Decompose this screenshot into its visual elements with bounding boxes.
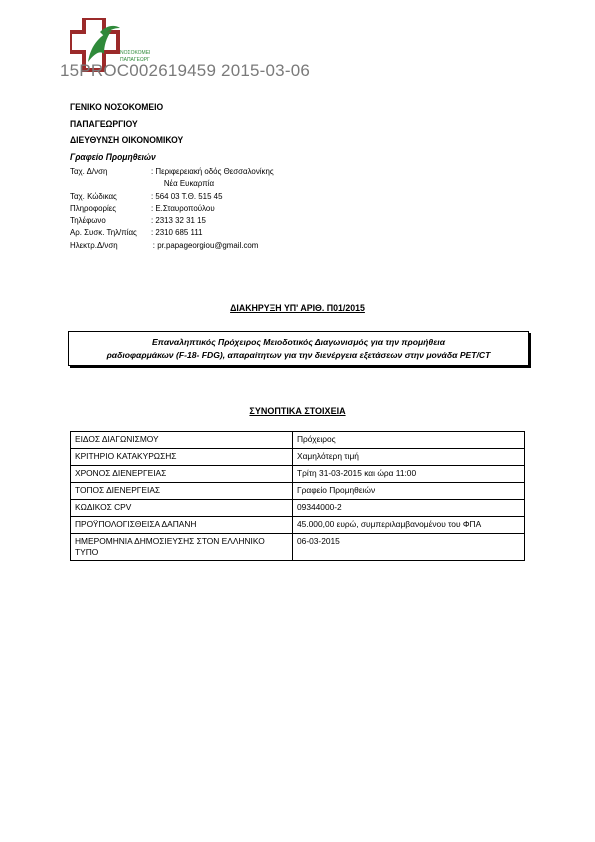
contact-value: : 2313 32 31 15 <box>150 215 206 226</box>
contact-row <box>70 165 274 177</box>
contact-label: Αρ. Συσκ. Τηλ/πίας <box>70 227 137 238</box>
table-cell-value: Χαμηλότερη τιμή <box>293 449 525 466</box>
table-cell-value: 09344000-2 <box>293 500 525 517</box>
header-hospital-name: ΠΑΠΑΓΕΩΡΓΙΟΥ <box>70 119 138 130</box>
table-row <box>71 466 525 483</box>
table-cell-field: ΧΡΟΝΟΣ ΔΙΕΝΕΡΓΕΙΑΣ <box>71 466 293 483</box>
table-row <box>71 449 525 466</box>
contact-block <box>70 165 274 251</box>
table-cell-value: Πρόχειρος <box>293 432 525 449</box>
contact-email: : pr.papageorgiou@gmail.com <box>152 239 259 250</box>
table-cell-value: 45.000,00 ευρώ, συμπεριλαμβανομένου του ΦΠΑ <box>293 517 525 534</box>
document-stamp-code: 15PROC002619459 2015-03-06 <box>60 61 310 80</box>
table-cell-value: Τρίτη 31-03-2015 και ώρα 11:00 <box>293 466 525 483</box>
table-cell-field: ΕΙΔΟΣ ΔΙΑΓΩΝΙΣΜΟΥ <box>71 432 293 449</box>
contact-row <box>70 177 274 189</box>
table-cell-field: ΤΟΠΟΣ ΔΙΕΝΕΡΓΕΙΑΣ <box>71 483 293 500</box>
contact-row <box>70 226 274 238</box>
contact-row <box>70 239 274 251</box>
table-row <box>71 517 525 534</box>
table-cell-value: 06-03-2015 <box>293 534 525 561</box>
table-cell-field: ΚΡΙΤΗΡΙΟ ΚΑΤΑΚΥΡΩΣΗΣ <box>71 449 293 466</box>
header-office: Γραφείο Προμηθειών <box>70 152 156 163</box>
subject-line: ραδιοφαρμάκων (F-18- FDG), απαραίτητων για την διενέργεια εξετάσεων στην μονάδα PET/CT <box>106 349 491 360</box>
logo-text-line2: ΠΑΠΑΓΕΩΡΓ <box>120 57 150 63</box>
contact-row <box>70 202 274 214</box>
announcement-title: ΔΙΑΚΗΡΥΞΗ ΥΠ' ΑΡΙΘ. Π01/2015 <box>230 303 365 313</box>
contact-value: Νέα Ευκαρπία <box>163 178 215 189</box>
summary-title: ΣΥΝΟΠΤΙΚΑ ΣΤΟΙΧΕΙΑ <box>249 406 346 416</box>
contact-label: Ταχ. Δ/νση <box>70 166 108 176</box>
summary-table <box>70 431 525 561</box>
contact-label <box>70 177 151 189</box>
table-cell-field: ΠΡΟΫΠΟΛΟΓΙΣΘΕΙΣΑ ΔΑΠΑΝΗ <box>71 517 293 534</box>
table-row <box>71 432 525 449</box>
header-hospital: ΓΕΝΙΚΟ ΝΟΣΟΚΟΜΕΙΟ <box>70 102 164 113</box>
contact-value: : Ε.Σταυροπούλου <box>150 202 215 213</box>
contact-label: Τηλέφωνο <box>70 215 106 226</box>
logo-text-line1: ΝΟΣΟΚΟΜΕ <box>120 50 150 56</box>
contact-row <box>70 214 274 226</box>
subject-line: Επαναληπτικός Πρόχειρος Μειοδοτικός Διαγωνισμός για την προμήθεια <box>151 336 446 347</box>
contact-value: : 2310 685 111 <box>150 227 203 238</box>
contact-label: Πληροφορίες <box>70 202 117 213</box>
table-cell-value: Γραφείο Προμηθειών <box>293 483 525 500</box>
header-directorate: ΔΙΕΥΘΥΝΣΗ ΟΙΚΟΝΟΜΙΚΟΥ <box>70 135 184 146</box>
table-row <box>71 483 525 500</box>
contact-row <box>70 190 274 202</box>
table-cell-field: ΚΩΔΙΚΟΣ CPV <box>71 500 293 517</box>
table-cell-field: ΗΜΕΡΟΜΗΝΙΑ ΔΗΜΟΣΙΕΥΣΗΣ ΣΤΟΝ ΕΛΛΗΝΙΚΟ ΤΥΠΟ <box>71 534 293 561</box>
contact-value: : Περιφερειακή οδός Θεσσαλονίκης <box>150 166 274 176</box>
table-row <box>71 534 525 561</box>
contact-label: Ηλεκτρ.Δ/νση <box>70 239 118 250</box>
contact-value: : 564 03 Τ.Θ. 515 45 <box>150 190 223 201</box>
contact-label: Ταχ. Κώδικας <box>70 190 117 201</box>
subject-box <box>68 331 529 366</box>
table-row <box>71 500 525 517</box>
